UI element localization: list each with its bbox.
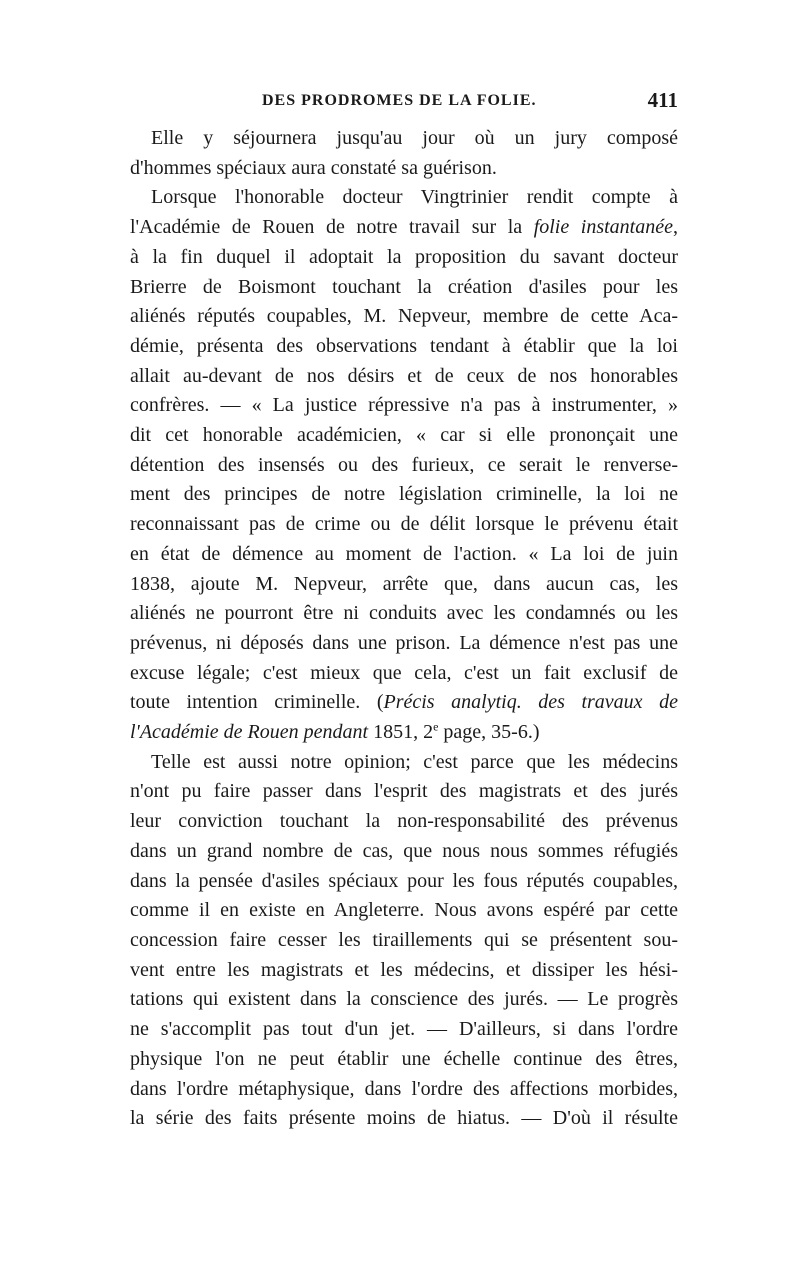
- text-line: [130, 124, 678, 154]
- superscript: e: [433, 719, 439, 734]
- text-segment: 1838, ajoute M. Nepveur, arrête que, dans aucun cas, les: [130, 572, 678, 595]
- text-segment: toute intention criminelle. (: [130, 691, 384, 714]
- text-line: [130, 391, 678, 421]
- running-title: DES PRODROMES DE LA FOLIE.: [262, 92, 537, 109]
- text-line: [130, 154, 678, 184]
- text-line: [130, 183, 678, 213]
- text-segment: comme il en existe en Angleterre. Nous avons espéré par cette: [130, 899, 678, 922]
- text-line: [130, 510, 678, 540]
- body-text: [130, 124, 678, 1134]
- text-line: [130, 956, 678, 986]
- text-line: [130, 421, 678, 451]
- italic-text: folie instantanée: [533, 216, 673, 239]
- text-segment: vent entre les magistrats et les médecins, et dissiper les hési-: [130, 958, 678, 981]
- text-line: [130, 1015, 678, 1045]
- text-line: [130, 985, 678, 1015]
- text-segment: détention des insensés ou des furieux, ce serait le renverse-: [130, 453, 678, 476]
- text-segment: ment des principes de notre législation criminelle, la loi ne: [130, 483, 678, 506]
- text-segment: Brierre de Boismont touchant la création d'asiles pour les: [130, 275, 678, 298]
- text-segment: en état de démence au moment de l'action. « La loi de juin: [130, 542, 678, 565]
- text-line: [130, 1045, 678, 1075]
- text-line: [130, 748, 678, 778]
- text-line: [130, 718, 678, 748]
- page-number: 411: [647, 88, 678, 112]
- text-segment: d'hommes spéciaux aura constaté sa guérison.: [130, 156, 497, 179]
- text-segment: Lorsque l'honorable docteur Vingtrinier rendit compte à: [151, 186, 678, 209]
- text-segment: allait au-devant de nos désirs et de ceux de nos honorables: [130, 364, 678, 387]
- text-line: [130, 273, 678, 303]
- text-segment: reconnaissant pas de crime ou de délit lorsque le prévenu était: [130, 513, 678, 536]
- text-segment: prévenus, ni déposés dans une prison. La démence n'est pas une: [130, 631, 678, 654]
- text-segment: ,: [673, 216, 678, 239]
- text-line: [130, 302, 678, 332]
- text-segment: dans l'ordre métaphysique, dans l'ordre des affections morbides,: [130, 1077, 678, 1100]
- text-line: [130, 629, 678, 659]
- text-line: [130, 213, 678, 243]
- text-segment: excuse légale; c'est mieux que cela, c'est un fait exclusif de: [130, 661, 678, 684]
- text-segment: page, 35-6.): [438, 721, 540, 744]
- text-segment: leur conviction touchant la non-responsabilité des prévenus: [130, 810, 678, 833]
- text-segment: physique l'on ne peut établir une échelle continue des êtres,: [130, 1047, 678, 1070]
- text-line: [130, 896, 678, 926]
- text-segment: dans un grand nombre de cas, que nous nous sommes réfugiés: [130, 839, 678, 862]
- text-line: [130, 570, 678, 600]
- text-line: [130, 867, 678, 897]
- text-segment: aliénés ne pourront être ni conduits avec les condamnés ou les: [130, 602, 678, 625]
- text-segment: démie, présenta des observations tendant à établir que la loi: [130, 334, 678, 357]
- text-line: [130, 599, 678, 629]
- text-line: [130, 540, 678, 570]
- page-header: [130, 88, 678, 122]
- text-segment: n'ont pu faire passer dans l'esprit des magistrats et des jurés: [130, 780, 678, 803]
- text-line: [130, 926, 678, 956]
- text-segment: concession faire cesser les tiraillements qui se présentent sou-: [130, 928, 678, 951]
- text-segment: 1851, 2: [368, 721, 434, 744]
- text-line: [130, 777, 678, 807]
- text-line: [130, 1075, 678, 1105]
- text-segment: aliénés réputés coupables, M. Nepveur, membre de cette Aca-: [130, 305, 678, 328]
- text-segment: la série des faits présente moins de hiatus. — D'où il résulte: [130, 1107, 678, 1130]
- text-segment: tations qui existent dans la conscience des jurés. — Le progrès: [130, 988, 678, 1011]
- text-line: [130, 1104, 678, 1134]
- text-segment: l'Académie de Rouen de notre travail sur la: [130, 216, 534, 239]
- text-line: [130, 451, 678, 481]
- text-segment: Telle est aussi notre opinion; c'est parce que les médecins: [151, 750, 678, 773]
- text-line: [130, 807, 678, 837]
- text-line: [130, 480, 678, 510]
- italic-text: Précis analytiq. des travaux de: [383, 691, 678, 714]
- text-line: [130, 362, 678, 392]
- text-line: [130, 837, 678, 867]
- text-line: [130, 688, 678, 718]
- text-line: [130, 243, 678, 273]
- italic-text: l'Académie de Rouen pendant: [130, 721, 369, 744]
- text-segment: dit cet honorable académicien, « car si elle prononçait une: [130, 424, 678, 447]
- text-segment: confrères. — « La justice répressive n'a pas à instrumenter, »: [130, 394, 678, 417]
- text-segment: dans la pensée d'asiles spéciaux pour les fous réputés coupables,: [130, 869, 678, 892]
- text-segment: Elle y séjournera jusqu'au jour où un jury composé: [151, 127, 678, 149]
- text-segment: ne s'accomplit pas tout d'un jet. — D'ailleurs, si dans l'ordre: [130, 1018, 678, 1041]
- text-line: [130, 659, 678, 689]
- text-segment: à la fin duquel il adoptait la proposition du savant docteur: [130, 245, 678, 268]
- text-line: [130, 332, 678, 362]
